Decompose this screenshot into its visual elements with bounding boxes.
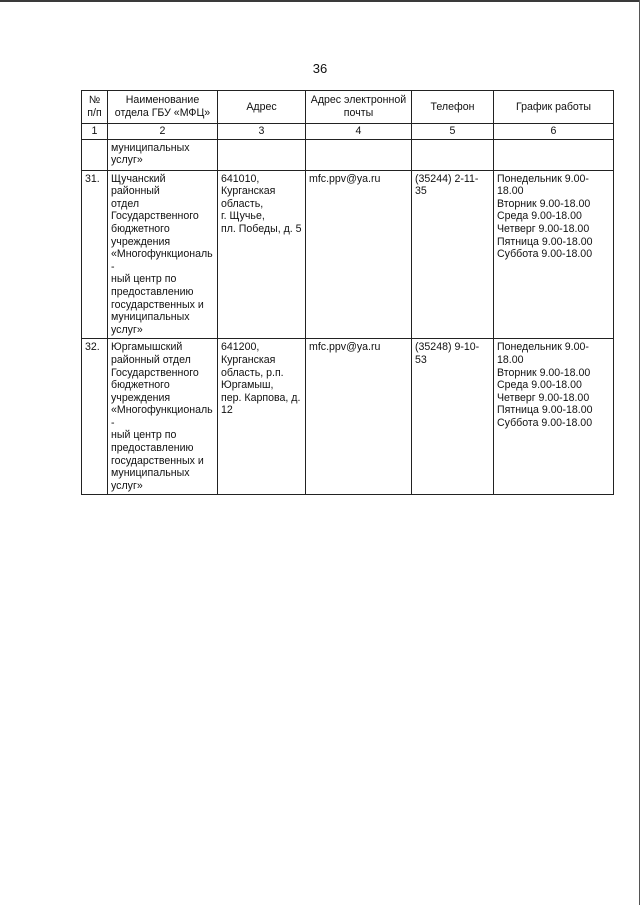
cell-address: 641010, Курганская область, г. Щучье, пл. Победы, д. 5 [218,170,306,339]
header-number: № п/п [82,91,108,124]
cell-department-name: Юргамышский районный отдел Государственного бюджетного учреждения «Многофункциональ- ный центр по предоставлению государственных и муниципальных услуг» [108,339,218,495]
cell-email [306,139,412,170]
header-address: Адрес [218,91,306,124]
cell-address: 641200, Курганская область, р.п. Юргамыш, пер. Карпова, д. 12 [218,339,306,495]
header-schedule: График работы [494,91,614,124]
cell-schedule [494,139,614,170]
table-row [82,170,614,339]
column-number: 6 [494,124,614,140]
column-number: 3 [218,124,306,140]
header-email: Адрес электронной почты [306,91,412,124]
header-phone: Телефон [412,91,494,124]
column-number: 2 [108,124,218,140]
cell-phone [412,139,494,170]
column-number: 1 [82,124,108,140]
cell-schedule: Понедельник 9.00- 18.00 Вторник 9.00-18.00 Среда 9.00-18.00 Четверг 9.00-18.00 Пятница 9.00-18.00 Суббота 9.00-18.00 [494,339,614,495]
cell-email: mfc.ppv@ya.ru [306,170,412,339]
mfc-offices-table [81,90,614,495]
cell-phone: (35248) 9-10- 53 [412,339,494,495]
table-header-row [82,91,614,124]
cell-number [82,139,108,170]
cell-department-name: муниципальных услуг» [108,139,218,170]
column-number: 5 [412,124,494,140]
cell-number: 32. [82,339,108,495]
page-number: 36 [312,61,328,76]
table-row-continuation [82,139,614,170]
cell-email: mfc.ppv@ya.ru [306,339,412,495]
top-border-line [0,0,640,2]
column-number: 4 [306,124,412,140]
table-row [82,339,614,495]
cell-phone: (35244) 2-11- 35 [412,170,494,339]
cell-schedule: Понедельник 9.00- 18.00 Вторник 9.00-18.00 Среда 9.00-18.00 Четверг 9.00-18.00 Пятница 9.00-18.00 Суббота 9.00-18.00 [494,170,614,339]
header-department-name: Наименование отдела ГБУ «МФЦ» [108,91,218,124]
cell-department-name: Щучанский районный отдел Государственного бюджетного учреждения «Многофункциональ- ный центр по предоставлению государственных и муниципальных услуг» [108,170,218,339]
cell-number: 31. [82,170,108,339]
cell-address [218,139,306,170]
column-number-row [82,124,614,140]
